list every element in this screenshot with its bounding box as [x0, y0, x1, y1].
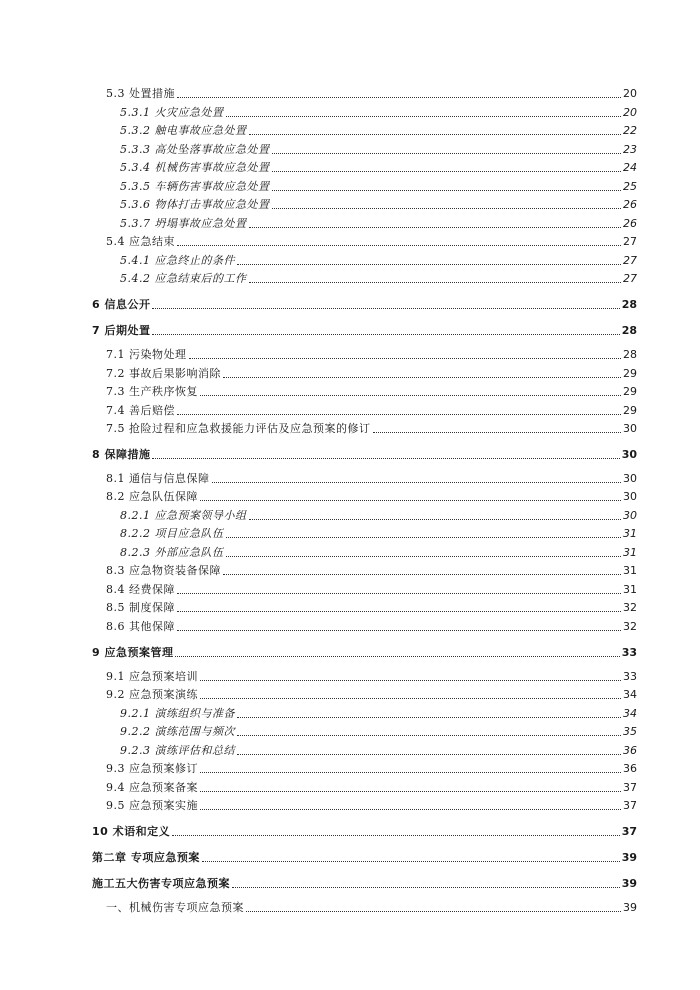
toc-entry-title: 7.3 生产秩序恢复 — [106, 385, 198, 398]
toc-entry[interactable] — [120, 215, 637, 231]
toc-entry-title: 8.3 应急物资装备保障 — [106, 564, 221, 577]
dot-leader — [152, 458, 619, 459]
dot-leader — [200, 395, 621, 396]
dot-leader — [152, 308, 619, 309]
toc-entry[interactable] — [120, 252, 637, 268]
dot-leader — [237, 264, 621, 265]
dot-leader — [177, 611, 621, 612]
toc-entry-page-number: 26 — [623, 198, 637, 211]
toc-entry-page-number: 33 — [621, 646, 637, 659]
dot-leader — [249, 134, 622, 135]
toc-entry-title: 施工五大伤害专项应急预案 — [92, 877, 230, 890]
toc-entry[interactable] — [120, 544, 637, 560]
toc-entry[interactable] — [106, 85, 637, 101]
toc-entry-title: 5.3.7 坍塌事故应急处置 — [120, 217, 247, 230]
toc-entry-page-number: 30 — [623, 490, 637, 503]
toc-entry-title: 5.3 处置措施 — [106, 87, 175, 100]
toc-entry-page-number: 28 — [621, 324, 637, 337]
dot-leader — [226, 537, 622, 538]
dot-leader — [177, 245, 621, 246]
toc-entry-title: 8.4 经费保障 — [106, 583, 175, 596]
toc-entry[interactable] — [92, 644, 637, 660]
toc-entry-page-number: 39 — [621, 851, 637, 864]
toc-entry-title: 9.1 应急预案培训 — [106, 670, 198, 683]
toc-entry-title: 8.2.2 项目应急队伍 — [120, 527, 224, 540]
toc-entry-title: 5.3.6 物体打击事故应急处置 — [120, 198, 270, 211]
toc-entry-title: 9.2.2 演练范围与频次 — [120, 725, 235, 738]
toc-entry[interactable] — [92, 296, 637, 312]
dot-leader — [232, 887, 620, 888]
toc-entry-page-number: 25 — [623, 180, 637, 193]
dot-leader — [223, 574, 621, 575]
dot-leader — [249, 227, 622, 228]
toc-entry-title: 9.4 应急预案备案 — [106, 781, 198, 794]
toc-entry[interactable] — [106, 618, 637, 634]
toc-entry[interactable] — [106, 686, 637, 702]
toc-entry-page-number: 28 — [623, 348, 637, 361]
toc-entry[interactable] — [106, 779, 637, 795]
dot-leader — [177, 593, 621, 594]
toc-entry-page-number: 39 — [621, 877, 637, 890]
toc-entry-page-number: 32 — [623, 601, 637, 614]
toc-entry[interactable] — [120, 178, 637, 194]
toc-entry-page-number: 23 — [623, 143, 637, 156]
toc-entry-page-number: 26 — [623, 217, 637, 230]
toc-entry-page-number: 31 — [623, 527, 637, 540]
toc-entry[interactable] — [120, 525, 637, 541]
toc-entry-title: 7.5 抢险过程和应急救援能力评估及应急预案的修订 — [106, 422, 371, 435]
toc-entry-title: 8 保障措施 — [92, 448, 151, 461]
dot-leader — [200, 772, 621, 773]
dot-leader — [226, 116, 622, 117]
toc-entry-page-number: 31 — [623, 564, 637, 577]
toc-entry-page-number: 24 — [623, 161, 637, 174]
toc-entry-title: 5.3.1 火灾应急处置 — [120, 106, 224, 119]
dot-leader — [202, 861, 620, 862]
dot-leader — [272, 190, 622, 191]
toc-entry-page-number: 33 — [623, 670, 637, 683]
dot-leader — [175, 656, 619, 657]
toc-entry-page-number: 30 — [621, 448, 637, 461]
toc-entry-page-number: 31 — [623, 583, 637, 596]
toc-entry-title: 9.5 应急预案实施 — [106, 799, 198, 812]
toc-entry-title: 7 后期处置 — [92, 324, 151, 337]
toc-entry-page-number: 27 — [623, 235, 637, 248]
dot-leader — [177, 630, 621, 631]
toc-entry[interactable] — [120, 141, 637, 157]
toc-entry[interactable] — [106, 233, 637, 249]
toc-entry-page-number: 30 — [623, 509, 637, 522]
dot-leader — [200, 791, 621, 792]
toc-entry-page-number: 20 — [623, 106, 637, 119]
toc-entry-page-number: 37 — [623, 781, 637, 794]
toc-entry-title: 5.3.2 触电事故应急处置 — [120, 124, 247, 137]
dot-leader — [189, 358, 622, 359]
toc-entry[interactable] — [106, 488, 637, 504]
toc-entry-page-number: 22 — [623, 124, 637, 137]
dot-leader — [272, 208, 622, 209]
toc-entry-page-number: 29 — [623, 385, 637, 398]
toc-entry[interactable] — [92, 849, 637, 865]
toc-entry[interactable] — [120, 270, 637, 286]
toc-entry-page-number: 39 — [623, 901, 637, 914]
dot-leader — [172, 835, 620, 836]
dot-leader — [237, 717, 621, 718]
toc-entry[interactable] — [120, 159, 637, 175]
dot-leader — [373, 432, 622, 433]
toc-entry-page-number: 34 — [623, 688, 637, 701]
dot-leader — [249, 519, 622, 520]
toc-entry[interactable] — [120, 742, 637, 758]
toc-entry[interactable] — [120, 104, 637, 120]
toc-entry[interactable] — [120, 705, 637, 721]
toc-entry[interactable] — [106, 760, 637, 776]
toc-entry[interactable] — [106, 420, 637, 436]
toc-entry-title: 9.2.1 演练组织与准备 — [120, 707, 235, 720]
toc-entry-page-number: 20 — [623, 87, 637, 100]
toc-entry-title: 第二章 专项应急预案 — [92, 851, 200, 864]
toc-entry-title: 9.2 应急预案演练 — [106, 688, 198, 701]
dot-leader — [237, 735, 621, 736]
toc-entry[interactable] — [106, 383, 637, 399]
toc-entry-title: 8.2.1 应急预案领导小组 — [120, 509, 247, 522]
toc-entry-title: 8.1 通信与信息保障 — [106, 472, 210, 485]
toc-entry-title: 7.1 污染物处理 — [106, 348, 187, 361]
dot-leader — [272, 171, 622, 172]
dot-leader — [200, 809, 621, 810]
toc-entry-title: 8.5 制度保障 — [106, 601, 175, 614]
toc-entry-title: 7.4 善后赔偿 — [106, 404, 175, 417]
dot-leader — [226, 556, 622, 557]
toc-entry[interactable] — [120, 723, 637, 739]
toc-entry-page-number: 37 — [623, 799, 637, 812]
dot-leader — [200, 680, 621, 681]
toc-entry-title: 8.2.3 外部应急队伍 — [120, 546, 224, 559]
dot-leader — [152, 334, 619, 335]
toc-entry-page-number: 28 — [621, 298, 637, 311]
toc-entry[interactable] — [92, 322, 637, 338]
toc-entry[interactable] — [106, 599, 637, 615]
toc-entry-title: 5.4 应急结束 — [106, 235, 175, 248]
toc-entry-page-number: 34 — [623, 707, 637, 720]
dot-leader — [200, 500, 621, 501]
dot-leader — [212, 482, 622, 483]
toc-entry-title: 5.4.1 应急终止的条件 — [120, 254, 235, 267]
toc-entry-page-number: 31 — [623, 546, 637, 559]
toc-entry[interactable] — [92, 823, 637, 839]
toc-entry-page-number: 30 — [623, 422, 637, 435]
dot-leader — [246, 911, 621, 912]
toc-entry[interactable] — [106, 797, 637, 813]
toc-entry-page-number: 36 — [623, 744, 637, 757]
toc-entry-title: 5.4.2 应急结束后的工作 — [120, 272, 247, 285]
toc-entry[interactable] — [92, 446, 637, 462]
toc-entry-page-number: 29 — [623, 404, 637, 417]
toc-entry[interactable] — [106, 562, 637, 578]
toc-entry-title: 9.3 应急预案修订 — [106, 762, 198, 775]
toc-entry-page-number: 29 — [623, 367, 637, 380]
toc-entry[interactable] — [120, 122, 637, 138]
toc-entry-title: 7.2 事故后果影响消除 — [106, 367, 221, 380]
dot-leader — [200, 698, 621, 699]
dot-leader — [177, 414, 621, 415]
toc-entry-title: 6 信息公开 — [92, 298, 151, 311]
toc-entry-title: 一、机械伤害专项应急预案 — [106, 901, 244, 914]
toc-entry-title: 5.3.4 机械伤害事故应急处置 — [120, 161, 270, 174]
toc-entry[interactable] — [92, 875, 637, 891]
toc-entry-page-number: 30 — [623, 472, 637, 485]
toc-entry-title: 5.3.5 车辆伤害事故应急处置 — [120, 180, 270, 193]
toc-entry[interactable] — [106, 668, 637, 684]
toc-entry-page-number: 37 — [621, 825, 637, 838]
toc-entry-page-number: 32 — [623, 620, 637, 633]
toc-entry[interactable] — [120, 507, 637, 523]
dot-leader — [177, 97, 621, 98]
toc-entry[interactable] — [106, 899, 637, 915]
toc-entry[interactable] — [106, 581, 637, 597]
toc-entry[interactable] — [106, 346, 637, 362]
toc-entry-title: 8.2 应急队伍保障 — [106, 490, 198, 503]
toc-entry[interactable] — [106, 365, 637, 381]
toc-entry[interactable] — [106, 470, 637, 486]
toc-entry-title: 10 术语和定义 — [92, 825, 171, 838]
toc-entry-page-number: 27 — [623, 272, 637, 285]
dot-leader — [249, 282, 622, 283]
toc-entry-page-number: 36 — [623, 762, 637, 775]
toc-entry-title: 9.2.3 演练评估和总结 — [120, 744, 235, 757]
dot-leader — [272, 153, 622, 154]
toc-entry[interactable] — [106, 402, 637, 418]
toc-entry-title: 5.3.3 高处坠落事故应急处置 — [120, 143, 270, 156]
toc-entry[interactable] — [120, 196, 637, 212]
dot-leader — [237, 754, 621, 755]
toc-entry-title: 9 应急预案管理 — [92, 646, 174, 659]
toc-entry-page-number: 35 — [623, 725, 637, 738]
toc-entry-page-number: 27 — [623, 254, 637, 267]
toc-entry-title: 8.6 其他保障 — [106, 620, 175, 633]
dot-leader — [223, 377, 621, 378]
